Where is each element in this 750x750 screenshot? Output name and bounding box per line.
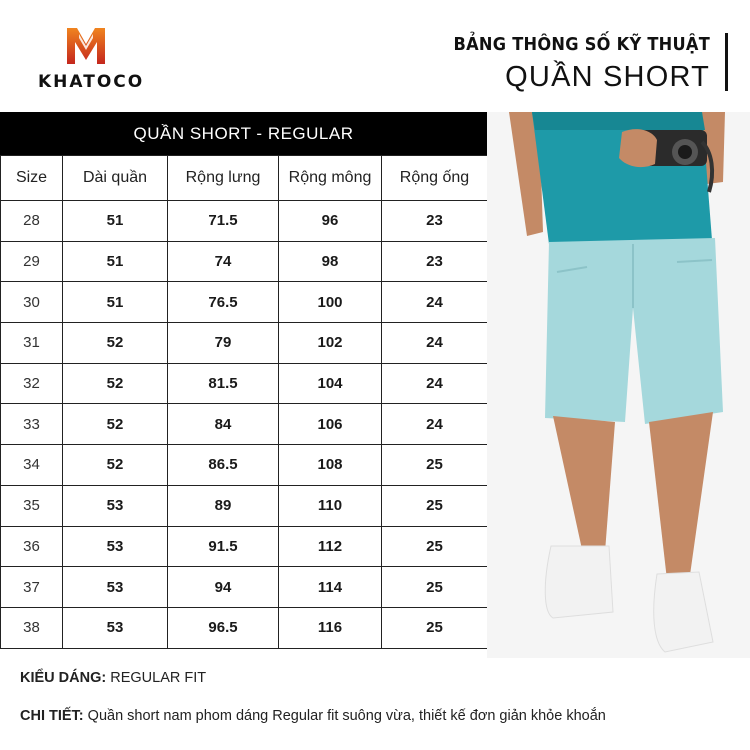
cell-leg-opening: 24 — [382, 363, 488, 404]
cell-hip: 98 — [279, 241, 382, 282]
product-details — [20, 668, 740, 726]
column-header-size: Size — [1, 156, 63, 201]
table-row — [1, 404, 488, 445]
cell-size: 38 — [1, 607, 63, 648]
product-photo — [487, 112, 750, 658]
brand-logo — [38, 24, 145, 104]
model-illustration — [487, 112, 750, 658]
cell-size: 33 — [1, 404, 63, 445]
cell-hip: 102 — [279, 323, 382, 364]
size-table-header-row — [1, 156, 488, 201]
cell-size: 35 — [1, 485, 63, 526]
cell-hip: 104 — [279, 363, 382, 404]
cell-size: 30 — [1, 282, 63, 323]
column-header-hip: Rộng mông — [279, 156, 382, 201]
cell-length: 51 — [63, 201, 168, 242]
cell-length: 52 — [63, 404, 168, 445]
cell-length: 52 — [63, 445, 168, 486]
cell-length: 53 — [63, 526, 168, 567]
size-table-body — [1, 201, 488, 649]
cell-waist: 91.5 — [168, 526, 279, 567]
cell-hip: 116 — [279, 607, 382, 648]
cell-length: 53 — [63, 567, 168, 608]
table-row — [1, 567, 488, 608]
table-row — [1, 323, 488, 364]
cell-leg-opening: 24 — [382, 282, 488, 323]
table-row — [1, 201, 488, 242]
cell-length: 51 — [63, 282, 168, 323]
detail-value: Quần short nam phom dáng Regular fit suông vừa, thiết kế đơn giản khỏe khoắn — [87, 708, 606, 724]
page-header — [0, 0, 750, 112]
cell-length: 52 — [63, 323, 168, 364]
title-accent-bar — [725, 33, 728, 91]
table-row — [1, 282, 488, 323]
brand-name: KHATOCO — [38, 72, 145, 92]
product-title: QUẦN SHORT — [505, 61, 710, 93]
cell-waist: 84 — [168, 404, 279, 445]
cell-size: 29 — [1, 241, 63, 282]
cell-waist: 74 — [168, 241, 279, 282]
cell-size: 28 — [1, 201, 63, 242]
cell-leg-opening: 25 — [382, 567, 488, 608]
cell-length: 53 — [63, 607, 168, 648]
column-header-length: Dài quần — [63, 156, 168, 201]
table-row — [1, 241, 488, 282]
size-table — [0, 155, 488, 649]
cell-leg-opening: 24 — [382, 323, 488, 364]
cell-waist: 71.5 — [168, 201, 279, 242]
cell-leg-opening: 25 — [382, 607, 488, 648]
cell-leg-opening: 23 — [382, 241, 488, 282]
table-row — [1, 526, 488, 567]
cell-waist: 96.5 — [168, 607, 279, 648]
table-row — [1, 363, 488, 404]
style-label: KIỂU DÁNG: — [20, 670, 107, 686]
cell-waist: 94 — [168, 567, 279, 608]
table-row — [1, 607, 488, 648]
khatoco-logo-mark-icon — [64, 24, 108, 68]
cell-hip: 106 — [279, 404, 382, 445]
size-chart — [0, 112, 487, 649]
cell-waist: 76.5 — [168, 282, 279, 323]
style-value: REGULAR FIT — [110, 670, 207, 686]
cell-leg-opening: 23 — [382, 201, 488, 242]
cell-hip: 96 — [279, 201, 382, 242]
cell-leg-opening: 24 — [382, 404, 488, 445]
cell-hip: 114 — [279, 567, 382, 608]
column-header-leg-opening: Rộng ống — [382, 156, 488, 201]
cell-waist: 79 — [168, 323, 279, 364]
style-line — [20, 668, 740, 688]
spec-title: BẢNG THÔNG SỐ KỸ THUẬT — [453, 34, 710, 55]
title-block — [425, 32, 710, 94]
cell-waist: 86.5 — [168, 445, 279, 486]
cell-length: 52 — [63, 363, 168, 404]
cell-leg-opening: 25 — [382, 485, 488, 526]
cell-waist: 81.5 — [168, 363, 279, 404]
cell-size: 36 — [1, 526, 63, 567]
cell-leg-opening: 25 — [382, 526, 488, 567]
cell-hip: 108 — [279, 445, 382, 486]
cell-hip: 110 — [279, 485, 382, 526]
cell-size: 31 — [1, 323, 63, 364]
detail-line — [20, 706, 740, 726]
column-header-waist: Rộng lưng — [168, 156, 279, 201]
size-chart-caption: QUẦN SHORT - REGULAR — [0, 112, 487, 155]
cell-hip: 112 — [279, 526, 382, 567]
table-row — [1, 445, 488, 486]
cell-waist: 89 — [168, 485, 279, 526]
cell-size: 34 — [1, 445, 63, 486]
cell-size: 32 — [1, 363, 63, 404]
detail-label: CHI TIẾT: — [20, 708, 84, 724]
cell-hip: 100 — [279, 282, 382, 323]
table-row — [1, 485, 488, 526]
cell-leg-opening: 25 — [382, 445, 488, 486]
cell-length: 51 — [63, 241, 168, 282]
cell-length: 53 — [63, 485, 168, 526]
cell-size: 37 — [1, 567, 63, 608]
